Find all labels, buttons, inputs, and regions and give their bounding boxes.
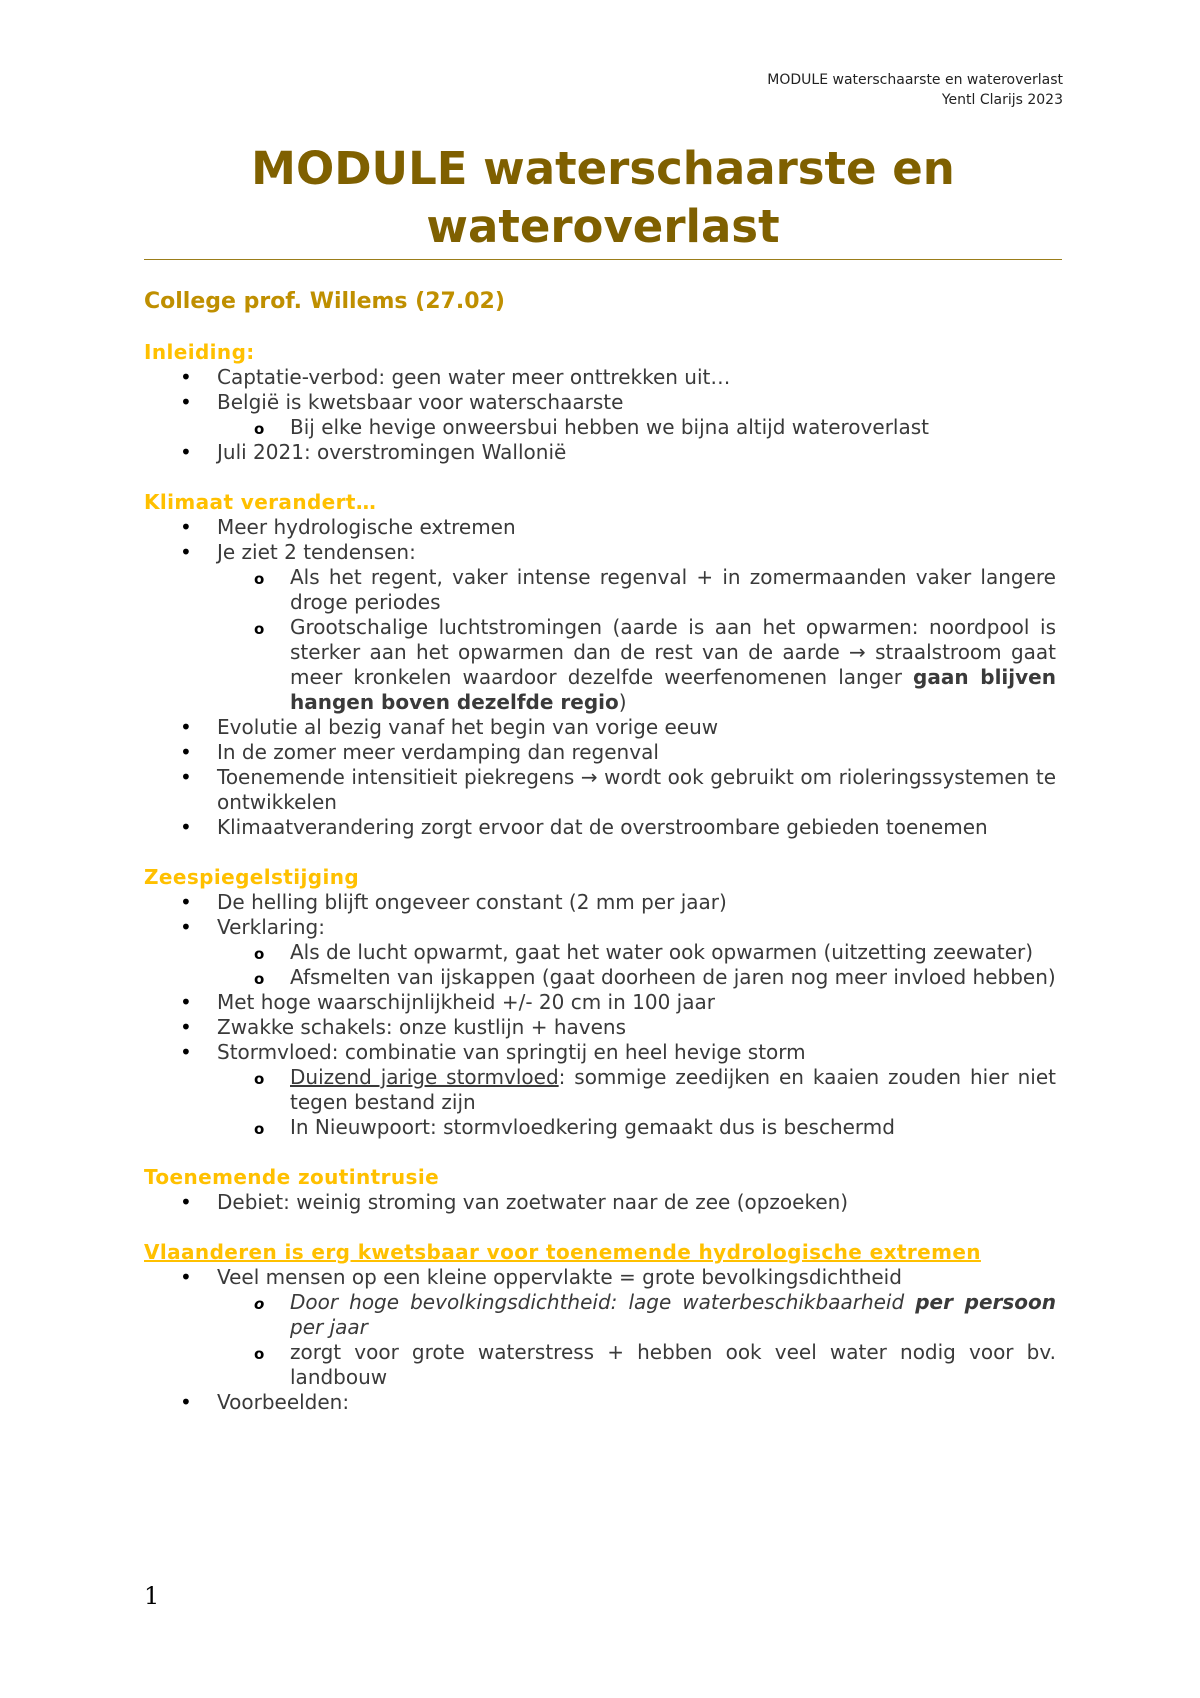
- document-title: MODULE waterschaarste en wateroverlast: [251, 142, 955, 253]
- list-item: • Voorbeelden:: [144, 1390, 1056, 1415]
- sub-list-item: o Als het regent, vaker intense regenval + in zomermaanden vaker langere droge periodes: [144, 565, 1056, 615]
- college-heading: College prof. Willems (27.02): [144, 289, 505, 314]
- text-run: ): [618, 690, 627, 714]
- justified-text: • Toenemende intensitieit piekregens → wordt ook gebruikt om rioleringssystemen te ontwikkelen: [217, 765, 1056, 814]
- list-item: • Debiet: weinig stroming van zoetwater naar de zee (opzoeken): [144, 1190, 1056, 1215]
- section-heading-klimaat: Klimaat verandert…: [144, 490, 377, 514]
- list-item: • In de zomer meer verdamping dan regenval: [144, 740, 1056, 765]
- list-zeespiegel: [144, 890, 1056, 1140]
- sub-list-item: o Bij elke hevige onweersbui hebben we bijna altijd wateroverlast: [144, 415, 1056, 440]
- page-number: 1: [144, 1582, 160, 1610]
- sub-list-item-luchtstromingen: [144, 615, 1056, 715]
- text-run: : sommige zeedijken en kaaien zouden hier niet tegen bestand zijn: [290, 1065, 1057, 1114]
- text-run: Door hoge bevolkingsdichtheid: lage waterbeschikbaarheid: [290, 1290, 916, 1314]
- section-heading-vlaanderen: Vlaanderen is erg kwetsbaar voor toenemende hydrologische extremen: [144, 1240, 981, 1264]
- header-author: Yentl Clarijs 2023: [941, 92, 1063, 108]
- page-header: [767, 70, 1063, 110]
- sub-list-item: o In Nieuwpoort: stormvloedkering gemaakt dus is beschermd: [144, 1115, 1056, 1140]
- sub-list-item: o Afsmelten van ijskappen (gaat doorheen de jaren nog meer invloed hebben): [144, 965, 1056, 990]
- text-run: Grootschalige luchtstromingen (aarde is aan het opwarmen: noordpool is sterker aan het opwarmen dan de rest van de aarde → straalstroom gaat meer kronkelen waardoor dezelfde weerfenomenen langer: [290, 615, 1056, 689]
- list-item: • Met hoge waarschijnlijkheid +/- 20 cm in 100 jaar: [144, 990, 1056, 1015]
- text-run: per jaar: [290, 1315, 368, 1339]
- list-item: • Stormvloed: combinatie van springtij en heel hevige storm: [144, 1040, 1056, 1065]
- list-item: • Juli 2021: overstromingen Wallonië: [144, 440, 1056, 465]
- list-item: • Captatie-verbod: geen water meer onttrekken uit…: [144, 365, 1056, 390]
- list-inleiding: [144, 365, 1056, 465]
- justified-text: • Klimaatverandering zorgt ervoor dat de overstroombare gebieden toenemen: [217, 815, 988, 839]
- sub-list-item-waterbeschikbaarheid: [144, 1290, 1056, 1340]
- list-item: • België is kwetsbaar voor waterschaarste: [144, 390, 1056, 415]
- list-item: [144, 765, 1056, 815]
- list-item: [144, 815, 1056, 840]
- list-zoutintrusie: [144, 1190, 1056, 1215]
- title-divider: [144, 259, 1062, 260]
- list-item: • Meer hydrologische extremen: [144, 515, 1056, 540]
- list-item: • Verklaring:: [144, 915, 1056, 940]
- section-heading-inleiding: Inleiding:: [144, 340, 255, 364]
- sub-list-item: o zorgt voor grote waterstress + hebben ook veel water nodig voor bv. landbouw: [144, 1340, 1056, 1390]
- list-item: • Evolutie al bezig vanaf het begin van vorige eeuw: [144, 715, 1056, 740]
- underlined-text: Duizend jarige stormvloed: [290, 1065, 559, 1089]
- bold-text: gaan blijven hangen boven dezelfde regio: [290, 665, 1056, 714]
- header-module-title: MODULE waterschaarste en wateroverlast: [767, 72, 1063, 88]
- list-vlaanderen: [144, 1265, 1056, 1415]
- bold-text: per persoon: [915, 1290, 1056, 1314]
- list-item: • Veel mensen op een kleine oppervlakte = grote bevolkingsdichtheid: [144, 1265, 1056, 1290]
- list-item: • Je ziet 2 tendensen:: [144, 540, 1056, 565]
- sub-list-item-stormvloed: [144, 1065, 1056, 1115]
- sub-list-item: o Als de lucht opwarmt, gaat het water ook opwarmen (uitzetting zeewater): [144, 940, 1056, 965]
- document-body: [144, 288, 1056, 1415]
- list-item: • De helling blijft ongeveer constant (2 mm per jaar): [144, 890, 1056, 915]
- list-klimaat: [144, 515, 1056, 840]
- section-heading-zeespiegel: Zeespiegelstijging: [144, 865, 360, 889]
- list-item: • Zwakke schakels: onze kustlijn + havens: [144, 1015, 1056, 1040]
- section-heading-zoutintrusie: Toenemende zoutintrusie: [144, 1165, 440, 1189]
